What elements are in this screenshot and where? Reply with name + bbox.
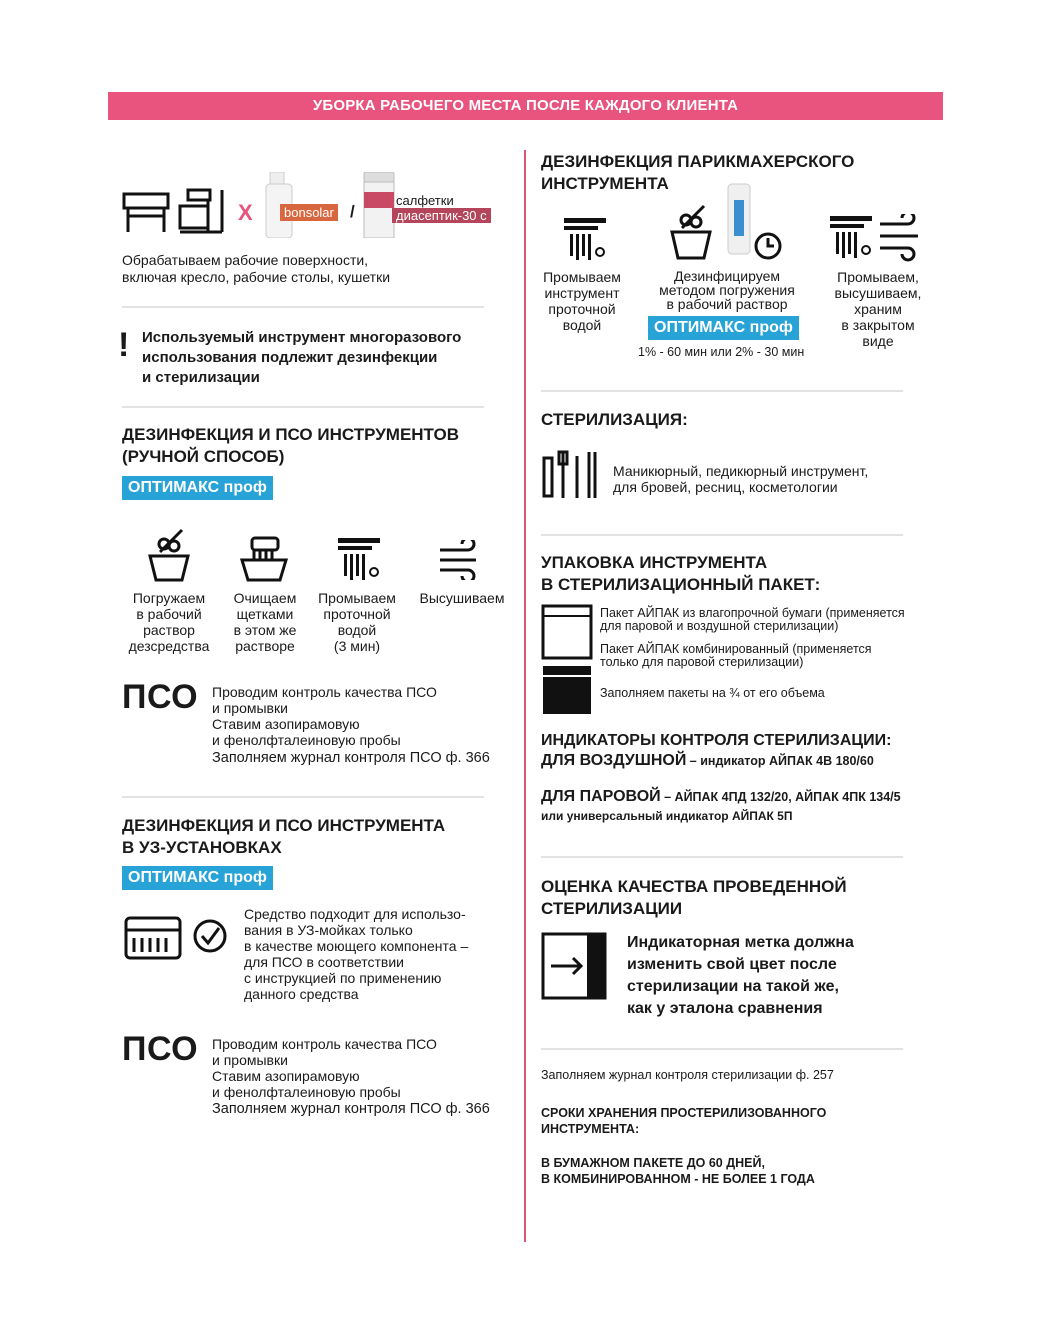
storage-value-line: В БУМАЖНОМ ПАКЕТЕ ДО 60 ДНЕЙ, [541,1156,765,1170]
step-immerse [120,590,218,654]
napkins-label-2: диасептик-30 с [392,208,491,223]
pack-item-fill: Заполняем пакеты на ¾ от его объема [600,686,825,700]
warning-line: Используемый инструмент многоразового [142,329,462,346]
air-value: – индикатор АЙПАК 4В 180/60 [686,754,874,768]
storage-title-line: ИНСТРУМЕНТА: [541,1122,640,1136]
quality-line: Индикаторная метка должна [627,934,854,951]
steam-label: ДЛЯ ПАРОВОЙ [541,788,661,805]
pack-item-paper [600,607,905,633]
pso-line: Проводим контроль качества ПСО [212,1036,437,1052]
step-text: Дезинфицируем [674,268,780,284]
divider [122,796,484,798]
steril-journal: Заполняем журнал контроля стерилизации ф. 257 [541,1068,834,1082]
us-line: в качестве моющего компонента – [244,938,469,954]
quality-title [541,876,847,920]
pso-journal: Заполняем журнал контроля ПСО ф. 366 [212,750,490,766]
page-banner: УБОРКА РАБОЧЕГО МЕСТА ПОСЛЕ КАЖДОГО КЛИЕНТА [108,92,943,120]
us-line: Средство подходит для использо- [244,906,466,922]
step-text: (3 мин) [333,638,381,654]
step-text: инструмент [544,285,620,301]
quality-title-line: СТЕРИЛИЗАЦИИ [541,899,683,918]
water-rinse-icon [562,216,608,262]
quality-text [627,932,854,1020]
manual-title-line: ДЕЗИНФЕКЦИЯ И ПСО ИНСТРУМЕНТОВ [122,425,460,444]
pack-line: только для паровой стерилизации) [600,655,804,669]
step-text: Погружаем [132,590,206,606]
us-text [244,906,468,1002]
slash-sign: / [350,202,355,221]
step-text: проточной [323,606,391,622]
optimax-badge: ОПТИМАКС проф [648,316,799,340]
indicators-air [541,752,874,770]
us-line: с инструкцией по применению [244,970,442,986]
pso-line: и промывки [212,1052,288,1068]
napkin-tub-icon [362,172,398,238]
us-line: данного средства [244,986,359,1002]
immerse-bowl-icon [146,524,192,582]
divider [541,534,903,536]
quality-title-line: ОЦЕНКА КАЧЕСТВА ПРОВЕДЕННОЙ [541,877,847,896]
storage-value-line: В КОМБИНИРОВАННОМ - НЕ БОЛЕЕ 1 ГОДА [541,1172,815,1186]
step-text: Высушиваем [419,590,505,606]
step-text: дезсредства [128,638,210,654]
surfaces-text-1: Обрабатываем рабочие поверхности, [122,252,369,268]
divider [541,856,903,858]
drying-wind-icon [438,540,482,580]
hair-step-disinfect [640,269,814,311]
pso-line: Ставим азопирамовую [212,1068,360,1084]
step-text: высушиваем, [834,285,922,301]
pso-line: и фенолфталеиновую пробы [212,732,401,748]
pso-label: ПСО [122,678,199,716]
us-title [122,815,445,859]
divider [122,306,484,308]
quality-line: как у эталона сравнения [627,1000,823,1017]
surfaces-text-2: включая кресло, рабочие столы, кушетки [122,269,391,285]
pack-title [541,552,820,596]
hair-step-store [826,269,930,349]
instruments-icon [541,448,603,500]
step-text: Промываем [543,269,621,285]
us-line: вания в УЗ-мойках только [244,922,413,938]
pack-line: Пакет АЙПАК комбинированный (применяется [600,642,872,656]
hair-title-line: ИНСТРУМЕНТА [541,174,669,193]
step-text: виде [862,333,894,349]
step-text: растворе [235,638,295,654]
indicators-steam [541,788,901,806]
step-text: раствор [143,622,195,638]
steam-line2: или универсальный индикатор АЙПАК 5П [541,809,793,823]
brush-cleaning-icon [238,530,290,582]
storage-value [541,1155,815,1187]
divider [122,406,484,408]
quality-line: изменить свой цвет после [627,956,837,973]
pack-line: для паровой и воздушной стерилизации) [600,619,839,633]
pack-title-line: УПАКОВКА ИНСТРУМЕНТА [541,553,768,572]
ultrasonic-bath-icon [122,912,232,962]
optimax-badge: ОПТИМАКС проф [122,866,273,890]
storage-title-line: СРОКИ ХРАНЕНИЯ ПРОСТЕРИЛИЗОВАННОГО [541,1106,827,1120]
step-text: в рабочий раствор [666,296,788,312]
indicator-mark-icon [541,932,607,1000]
optimax-badge: ОПТИМАКС проф [122,476,273,500]
divider [541,390,903,392]
steril-line: для бровей, ресниц, косметологии [613,479,838,495]
step-text: проточной [548,301,616,317]
step-text: в рабочий [136,606,202,622]
step-text: щетками [236,606,294,622]
bonsolar-label: bonsolar [280,204,338,221]
steril-title: СТЕРИЛИЗАЦИЯ: [541,410,688,429]
hair-step-rinse [536,269,628,333]
pso-line: Проводим контроль качества ПСО [212,684,437,700]
step-text: храним [854,301,902,317]
step-text: методом погружения [659,282,795,298]
rinse-dry-icon [828,214,922,262]
step-text: Промываем, [837,269,919,285]
step-text: водой [562,317,602,333]
divider [541,1048,903,1050]
pack-item-combined [600,643,872,669]
step-clean [224,590,306,654]
step-text: Промываем [318,590,396,606]
manual-title-line: (РУЧНОЙ СПОСОБ) [122,447,285,466]
warning-text [142,328,461,388]
step-text: в этом же [233,622,297,638]
warning-icon: ! [118,326,130,364]
pso-line: и фенолфталеиновую пробы [212,1084,401,1100]
pso-text [212,1036,437,1100]
warning-line: и стерилизации [142,369,260,386]
warning-line: использования подлежит дезинфекции [142,349,438,366]
pso-journal: Заполняем журнал контроля ПСО ф. 366 [212,1101,490,1117]
immerse-timer-icon [668,180,790,264]
us-title-line: ДЕЗИНФЕКЦИЯ И ПСО ИНСТРУМЕНТА [122,816,446,835]
manual-title [122,424,459,468]
us-line: для ПСО в соответствии [244,954,404,970]
us-title-line: В УЗ-УСТАНОВКАХ [122,838,282,857]
storage-title [541,1105,826,1137]
hair-time: 1% - 60 мин или 2% - 30 мин [638,345,805,359]
times-sign: X [238,200,253,225]
quality-line: стерилизации на такой же, [627,978,839,995]
column-divider [524,150,526,1242]
water-rinse-icon [336,536,382,582]
furniture-icon [122,186,232,236]
napkins-label-1: салфетки [396,193,454,208]
step-rinse [310,590,404,654]
pso-line: Ставим азопирамовую [212,716,360,732]
pso-label: ПСО [122,1030,199,1068]
step-dry [410,590,514,606]
step-text: водой [337,622,377,638]
hair-title-line: ДЕЗИНФЕКЦИЯ ПАРИКМАХЕРСКОГО [541,152,855,171]
air-label: ДЛЯ ВОЗДУШНОЙ [541,752,687,769]
pack-title-line: В СТЕРИЛИЗАЦИОННЫЙ ПАКЕТ: [541,575,821,594]
indicators-title: ИНДИКАТОРЫ КОНТРОЛЯ СТЕРИЛИЗАЦИИ: [541,732,892,749]
pack-line: Пакет АЙПАК из влагопрочной бумаги (применяется [600,606,905,620]
steril-line: Маникюрный, педикюрный инструмент, [613,463,869,479]
step-text: Очищаем [233,590,297,606]
steril-text [613,463,868,495]
step-text: в закрытом [841,317,915,333]
pso-text [212,684,437,748]
sterilization-pack-icon [541,604,595,716]
pso-line: и промывки [212,700,288,716]
steam-value: – АЙПАК 4ПД 132/20, АЙПАК 4ПК 134/5 [660,790,901,804]
